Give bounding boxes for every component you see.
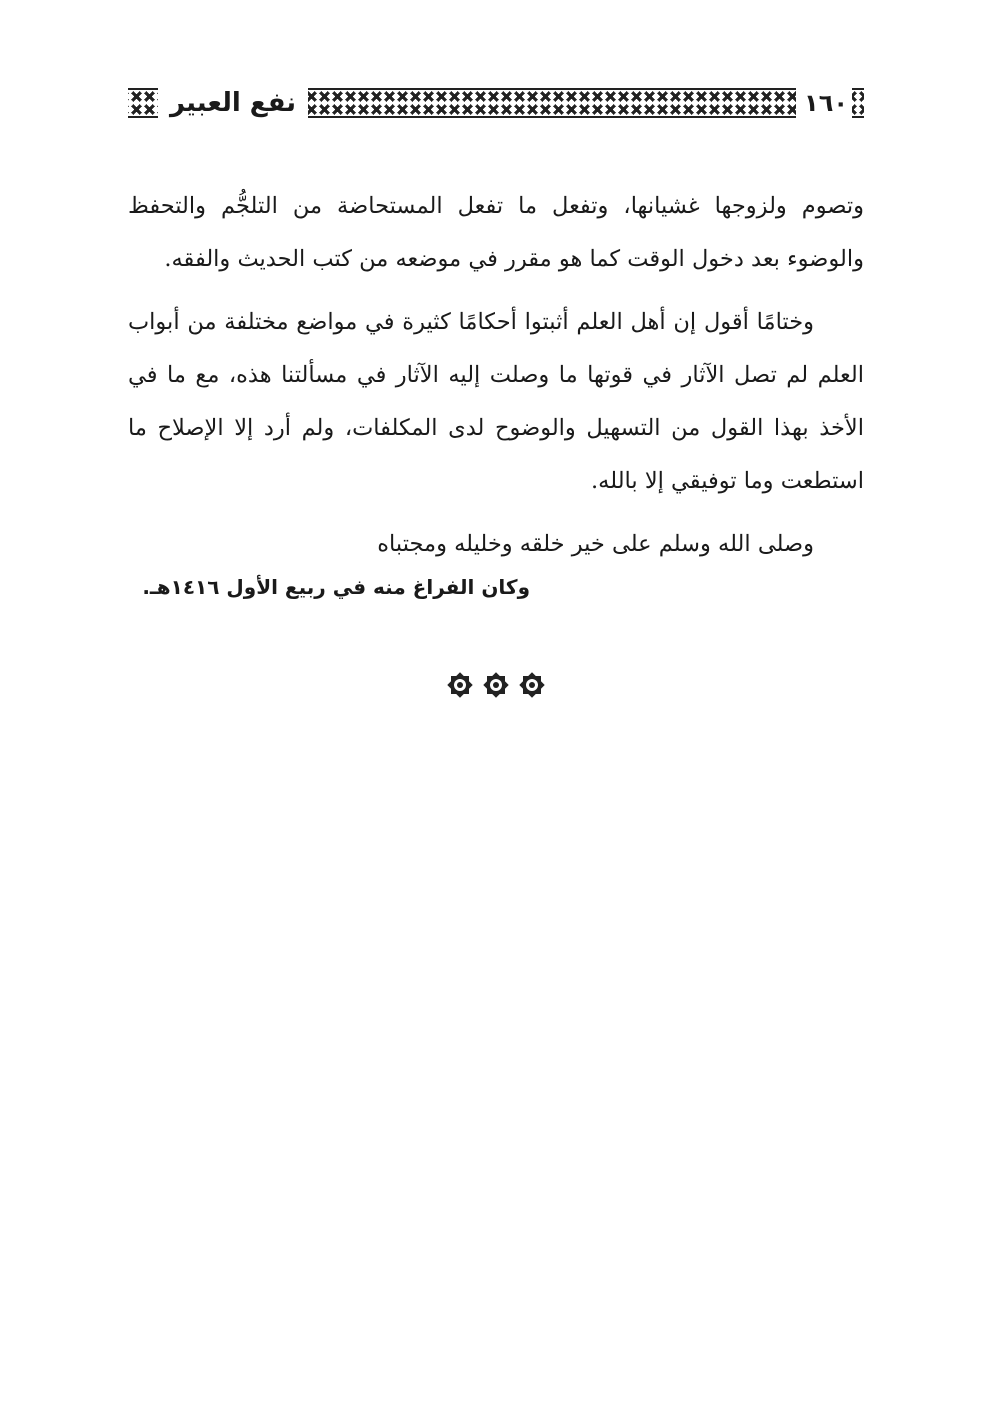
paragraph-2: وختامًا أقول إن أهل العلم أثبتوا أحكامًا كثيرة في مواضع مختلفة من أبواب العلم لم تصل الآثار في قوتها ما وصلت إليه الآثار في مسألتنا هذه، مع ما في الأخذ بهذا القول من التسهيل والوضوح لدى المكلفات، ولم أرد إلا الإصلاح ما استطعت وما توفيقي إلا بالله.	[128, 309, 864, 494]
header-ornament-left	[128, 88, 158, 118]
paragraph-1: وتصوم ولزوجها غشيانها، وتفعل ما تفعل المستحاضة من التلجُّم والتحفظ والوضوء بعد دخول الوقت كما هو مقرر في موضعه من كتب الحديث والفقه.	[128, 193, 864, 272]
running-header	[128, 86, 864, 120]
book-title: نفع العبير	[170, 88, 297, 118]
page-number: ١٦٠	[804, 89, 848, 117]
paragraph-3: وصلى الله وسلم على خير خلقه وخليله ومجتباه	[377, 531, 814, 557]
end-ornament	[446, 670, 546, 700]
main-text	[128, 180, 864, 571]
header-ornament-band	[308, 88, 796, 118]
colophon: وكان الفراغ منه في ربيع الأول ١٤١٦هـ.	[142, 575, 530, 599]
eight-point-star-icon	[446, 671, 474, 699]
eight-point-star-icon	[482, 671, 510, 699]
eight-point-star-icon	[518, 671, 546, 699]
header-ornament-right	[852, 88, 864, 118]
